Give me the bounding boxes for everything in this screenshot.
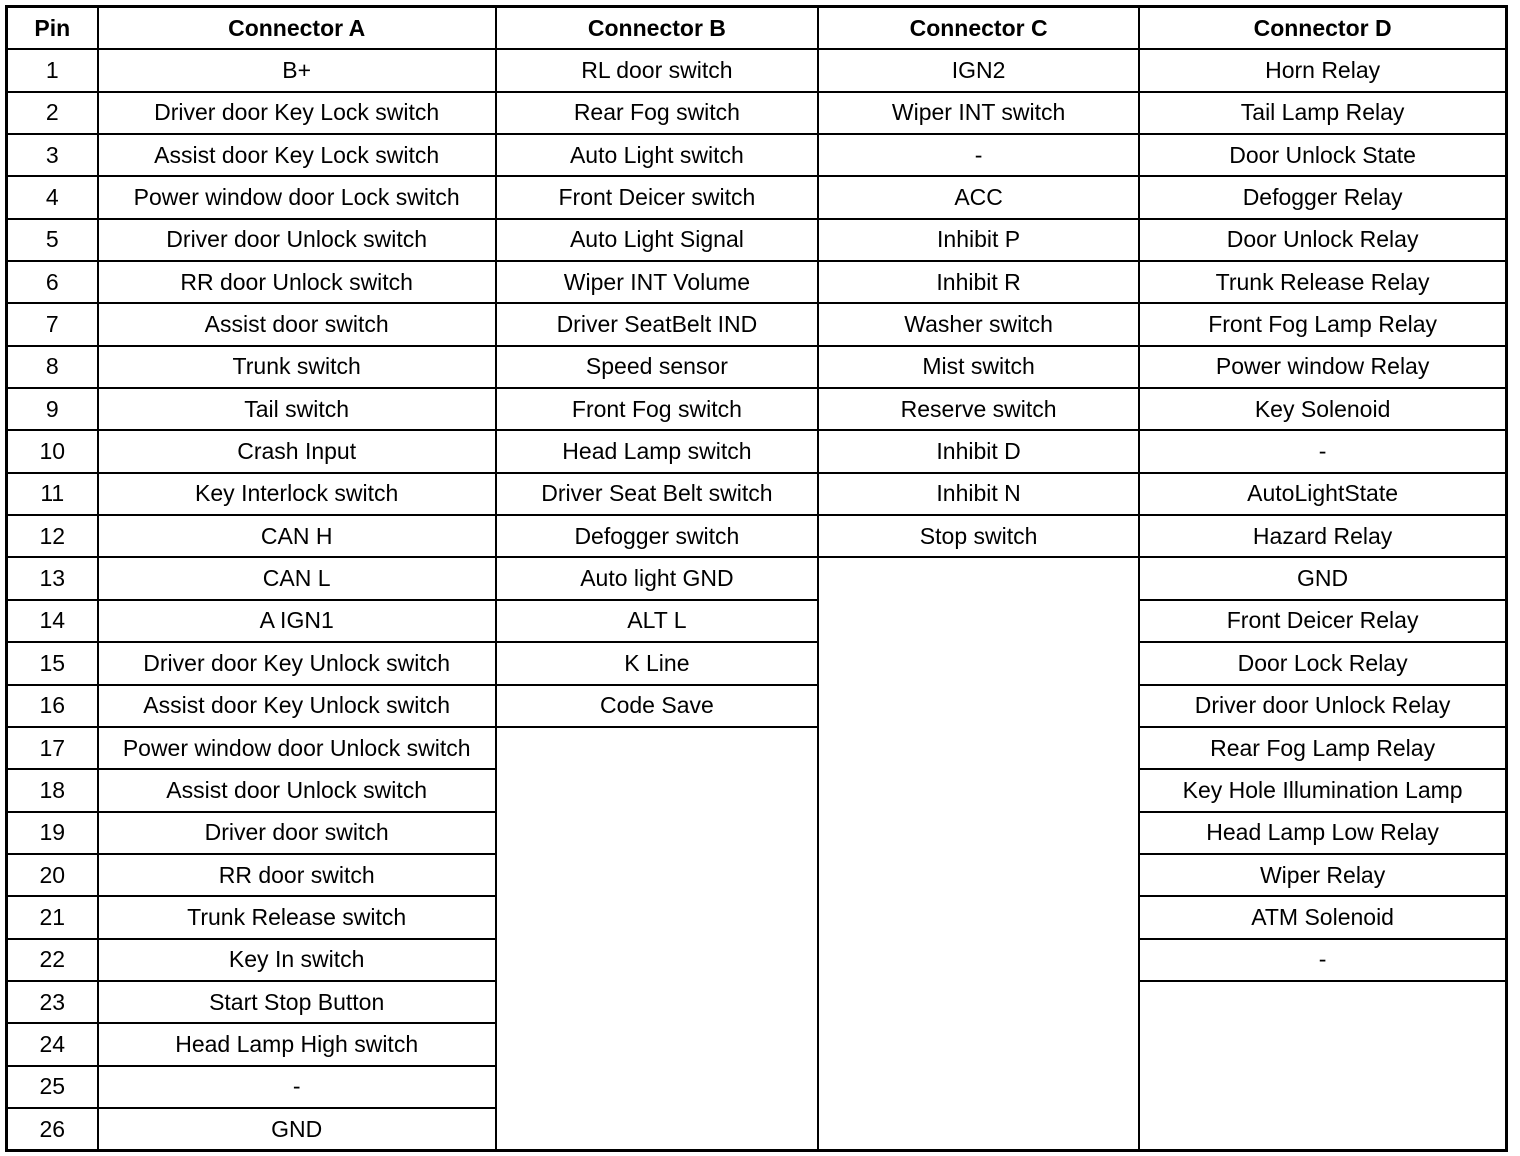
pin-cell: 2	[7, 92, 98, 134]
table-row	[7, 600, 1507, 642]
connector-b-cell: Auto Light switch	[496, 134, 818, 176]
connector-d-cell: Head Lamp Low Relay	[1139, 812, 1506, 854]
connector-a-cell: Trunk switch	[98, 346, 496, 388]
connector-a-cell: Crash Input	[98, 430, 496, 472]
connector-d-cell: Defogger Relay	[1139, 176, 1506, 218]
connector-b-cell: Code Save	[496, 685, 818, 727]
table-row	[7, 219, 1507, 261]
connector-a-cell: Head Lamp High switch	[98, 1023, 496, 1065]
connector-b-cell: Front Fog switch	[496, 388, 818, 430]
connector-c-cell: Washer switch	[818, 303, 1139, 345]
connector-d-cell: Door Unlock State	[1139, 134, 1506, 176]
table-row	[7, 134, 1507, 176]
table-row	[7, 388, 1507, 430]
connector-d-cell: Door Lock Relay	[1139, 642, 1506, 684]
pin-cell: 1	[7, 49, 98, 91]
connector-b-cell: Defogger switch	[496, 515, 818, 557]
connector-d-cell: Power window Relay	[1139, 346, 1506, 388]
connector-d-cell: -	[1139, 939, 1506, 981]
connector-d-cell: -	[1139, 430, 1506, 472]
connector-c-cell: Stop switch	[818, 515, 1139, 557]
pin-cell: 17	[7, 727, 98, 769]
pinout-table-body	[7, 49, 1507, 1150]
empty-connector-c-cell	[818, 557, 1139, 1150]
connector-a-cell: Trunk Release switch	[98, 896, 496, 938]
connector-b-cell: Rear Fog switch	[496, 92, 818, 134]
connector-a-cell: Key Interlock switch	[98, 473, 496, 515]
connector-a-cell: Driver door switch	[98, 812, 496, 854]
pin-cell: 6	[7, 261, 98, 303]
connector-d-cell: Trunk Release Relay	[1139, 261, 1506, 303]
connector-b-cell: RL door switch	[496, 49, 818, 91]
connector-c-cell: Inhibit D	[818, 430, 1139, 472]
connector-a-cell: RR door switch	[98, 854, 496, 896]
connector-d-cell: Tail Lamp Relay	[1139, 92, 1506, 134]
connector-a-cell: Key In switch	[98, 939, 496, 981]
pin-cell: 23	[7, 981, 98, 1023]
pin-cell: 5	[7, 219, 98, 261]
connector-c-cell: Mist switch	[818, 346, 1139, 388]
table-row	[7, 303, 1507, 345]
connector-d-cell: Wiper Relay	[1139, 854, 1506, 896]
pin-cell: 22	[7, 939, 98, 981]
pin-cell: 25	[7, 1066, 98, 1108]
header-connector-d: Connector D	[1139, 7, 1506, 50]
connector-d-cell: Driver door Unlock Relay	[1139, 685, 1506, 727]
pin-cell: 14	[7, 600, 98, 642]
table-row	[7, 430, 1507, 472]
table-row	[7, 473, 1507, 515]
connector-a-cell: GND	[98, 1108, 496, 1151]
table-row	[7, 49, 1507, 91]
header-row	[7, 7, 1507, 50]
connector-c-cell: -	[818, 134, 1139, 176]
connector-a-cell: Start Stop Button	[98, 981, 496, 1023]
connector-a-cell: A IGN1	[98, 600, 496, 642]
connector-c-cell: Wiper INT switch	[818, 92, 1139, 134]
connector-a-cell: Power window door Lock switch	[98, 176, 496, 218]
connector-d-cell: GND	[1139, 557, 1506, 599]
table-row	[7, 515, 1507, 557]
connector-a-cell: Assist door switch	[98, 303, 496, 345]
table-row	[7, 92, 1507, 134]
pin-cell: 4	[7, 176, 98, 218]
table-row	[7, 727, 1507, 769]
connector-d-cell: Horn Relay	[1139, 49, 1506, 91]
connector-c-cell: IGN2	[818, 49, 1139, 91]
connector-a-cell: Driver door Key Lock switch	[98, 92, 496, 134]
table-row	[7, 261, 1507, 303]
connector-c-cell: Inhibit P	[818, 219, 1139, 261]
connector-d-cell: AutoLightState	[1139, 473, 1506, 515]
connector-c-cell: Inhibit R	[818, 261, 1139, 303]
connector-d-cell: Front Deicer Relay	[1139, 600, 1506, 642]
header-pin: Pin	[7, 7, 98, 50]
connector-b-cell: Speed sensor	[496, 346, 818, 388]
pin-cell: 10	[7, 430, 98, 472]
pin-cell: 18	[7, 769, 98, 811]
connector-c-cell: Inhibit N	[818, 473, 1139, 515]
connector-b-cell: Driver SeatBelt IND	[496, 303, 818, 345]
connector-d-cell: Key Solenoid	[1139, 388, 1506, 430]
pin-cell: 19	[7, 812, 98, 854]
connector-b-cell: Head Lamp switch	[496, 430, 818, 472]
connector-b-cell: Auto Light Signal	[496, 219, 818, 261]
connector-a-cell: Tail switch	[98, 388, 496, 430]
pinout-table	[5, 5, 1508, 1152]
connector-a-cell: Assist door Unlock switch	[98, 769, 496, 811]
empty-connector-b-cell	[496, 727, 818, 1151]
table-row	[7, 642, 1507, 684]
connector-d-cell: ATM Solenoid	[1139, 896, 1506, 938]
connector-a-cell: B+	[98, 49, 496, 91]
pin-cell: 12	[7, 515, 98, 557]
pin-cell: 9	[7, 388, 98, 430]
pin-cell: 20	[7, 854, 98, 896]
connector-d-cell: Door Unlock Relay	[1139, 219, 1506, 261]
connector-a-cell: Driver door Unlock switch	[98, 219, 496, 261]
connector-a-cell: Assist door Key Lock switch	[98, 134, 496, 176]
connector-a-cell: CAN H	[98, 515, 496, 557]
connector-a-cell: CAN L	[98, 557, 496, 599]
connector-a-cell: -	[98, 1066, 496, 1108]
header-connector-c: Connector C	[818, 7, 1139, 50]
connector-d-cell: Hazard Relay	[1139, 515, 1506, 557]
connector-a-cell: Assist door Key Unlock switch	[98, 685, 496, 727]
connector-c-cell: ACC	[818, 176, 1139, 218]
connector-a-cell: RR door Unlock switch	[98, 261, 496, 303]
pin-cell: 26	[7, 1108, 98, 1151]
table-row	[7, 176, 1507, 218]
pin-cell: 16	[7, 685, 98, 727]
pin-cell: 8	[7, 346, 98, 388]
pin-cell: 21	[7, 896, 98, 938]
pin-cell: 13	[7, 557, 98, 599]
pin-cell: 11	[7, 473, 98, 515]
table-row	[7, 346, 1507, 388]
empty-connector-d-cell	[1139, 981, 1506, 1151]
connector-b-cell: Front Deicer switch	[496, 176, 818, 218]
connector-a-cell: Power window door Unlock switch	[98, 727, 496, 769]
connector-d-cell: Key Hole Illumination Lamp	[1139, 769, 1506, 811]
connector-d-cell: Rear Fog Lamp Relay	[1139, 727, 1506, 769]
connector-a-cell: Driver door Key Unlock switch	[98, 642, 496, 684]
connector-b-cell: Wiper INT Volume	[496, 261, 818, 303]
pin-cell: 3	[7, 134, 98, 176]
connector-b-cell: Auto light GND	[496, 557, 818, 599]
pin-cell: 15	[7, 642, 98, 684]
table-row	[7, 557, 1507, 599]
table-row	[7, 685, 1507, 727]
pin-cell: 7	[7, 303, 98, 345]
connector-b-cell: ALT L	[496, 600, 818, 642]
pin-cell: 24	[7, 1023, 98, 1065]
header-connector-b: Connector B	[496, 7, 818, 50]
connector-b-cell: K Line	[496, 642, 818, 684]
header-connector-a: Connector A	[98, 7, 496, 50]
connector-d-cell: Front Fog Lamp Relay	[1139, 303, 1506, 345]
connector-b-cell: Driver Seat Belt switch	[496, 473, 818, 515]
connector-c-cell: Reserve switch	[818, 388, 1139, 430]
